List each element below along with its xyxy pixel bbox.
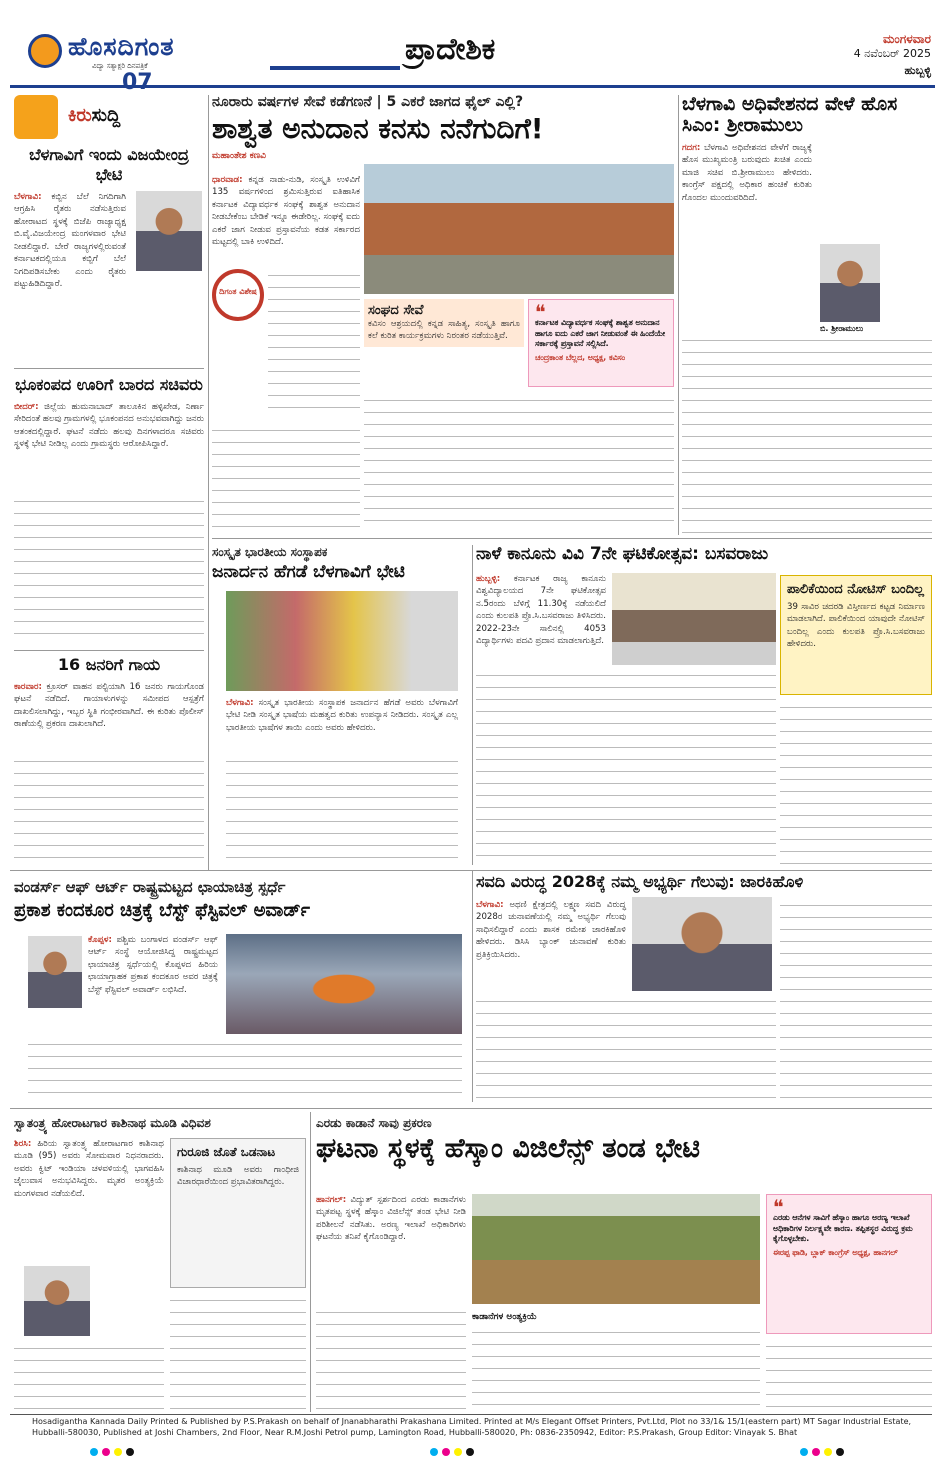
- quote-icon: ❝: [773, 1195, 784, 1219]
- basavaraju-place: ಹುಬ್ಬಳ್ಳಿ:: [476, 574, 501, 584]
- text-filler: [316, 1306, 466, 1412]
- text-filler: [212, 424, 360, 534]
- sriramulu-caption: ಬಿ. ಶ್ರೀರಾಮುಲು: [820, 324, 864, 333]
- freedom-place: ಶಿರಸಿ:: [14, 1139, 32, 1149]
- sidebar-story-2: [14, 375, 204, 645]
- kiru-suddi-label: [68, 105, 120, 126]
- registration-marks-center: [430, 1448, 474, 1456]
- magenta-mark-icon: [812, 1448, 820, 1456]
- yellow-mark-icon: [454, 1448, 462, 1456]
- lead-kicker: ನೂರಾರು ವರ್ಷಗಳ ಸೇವೆ ಕಡೆಗಣನೆ | 5 ಎಕರೆ ಜಾಗದ ಫೈಲ್ ಎಲ್ಲಿ?: [212, 94, 524, 110]
- sidebar-story-2-body: [14, 401, 204, 451]
- kashinath-moodi-photo: [24, 1266, 90, 1336]
- divider: [10, 1108, 932, 1109]
- text-filler: [472, 1326, 760, 1412]
- kiru-label-b: ಸುದ್ದಿ: [91, 105, 121, 126]
- ramulu-headline: ಬೆಳಗಾವಿ ಅಧಿವೇಶನದ ವೇಳೆ ಹೊಸ ಸಿಎಂ: ಶ್ರೀರಾಮುಲು: [682, 94, 898, 136]
- guruji-box-headline: ಗುರೂಜಿ ಜೊತೆ ಒಡನಾಟ: [177, 1145, 276, 1159]
- sub-box-headline: ಸಂಘದ ಸೇವೆ: [368, 303, 424, 318]
- arts-text: ಪಶ್ಚಿಮ ಬಂಗಾಳದ ವಂಡರ್ಸ್ ಆಫ್ ಆರ್ಟ್ ಸಂಸ್ಥೆ ಆಯೋಜಿಸಿದ್ದ ರಾಷ್ಟ್ರಮಟ್ಟದ ಛಾಯಾಚಿತ್ರ ಸ್ಪರ್ಧೆಯಲ್ಲಿ ಕೊಪ್ಪಳದ ಹಿರಿಯ ಛಾಯಾಗ್ರಾಹಕ ಪ್ರಕಾಶ ಕಂದಕೂರ ಅವರ ಚಿತ್ರಕ್ಕೆ ಬೆಸ್ಟ್ ಫೆಸ್ಟಿವಲ್ ಅವಾರ್ಡ್ ಲಭಿಸಿದೆ.: [88, 935, 219, 995]
- award-winning-festival-photo: [226, 934, 462, 1034]
- freedom-text: ಹಿರಿಯ ಸ್ವಾತಂತ್ರ್ಯ ಹೋರಾಟಗಾರ ಕಾಶಿನಾಥ ಮೂಡಿ (95) ಅವರು ಸೋಮವಾರ ನಿಧನರಾದರು. ಅವರು ಕ್ವಿಟ್ ಇಂಡಿಯಾ ಚಳವಳಿಯಲ್ಲಿ ಭಾಗವಹಿಸಿ ಜೈಲುವಾಸ ಅನುಭವಿಸಿದ್ದರು. ಮೃತರ ಅಂತ್ಯಕ್ರಿಯೆ ಮಂಗಳವಾರ ನಡೆಯಲಿದೆ.: [14, 1139, 164, 1199]
- text-filler: [170, 1294, 306, 1412]
- logo-text: ಹೊಸದಿಗಂತ: [68, 32, 175, 61]
- freedom-fighter-story: [14, 1116, 306, 1412]
- vigilance-text: ವಿದ್ಯುತ್ ಸ್ಪರ್ಶದಿಂದ ಎರಡು ಕಾಡಾನೆಗಳು ಮೃತಪಟ್ಟ ಸ್ಥಳಕ್ಕೆ ಹೆಸ್ಕಾಂ ವಿಜಿಲೆನ್ಸ್ ತಂಡ ಭೇಟಿ ನೀಡಿ ಪರಿಶೀಲನೆ ನಡೆಸಿತು. ಅರಣ್ಯ ಇಲಾಖೆ ಅಧಿಕಾರಿಗಳು ಘಟನೆಯ ತನಿಖೆ ಕೈಗೊಂಡಿದ್ದಾರೆ.: [316, 1195, 466, 1243]
- lead-headline: ಶಾಶ್ವತ ಅನುದಾನ ಕನಸು ನನೆಗುದಿಗೆ!: [212, 112, 544, 145]
- magenta-mark-icon: [102, 1448, 110, 1456]
- header-accent-bar: [270, 66, 400, 70]
- header-day: ಮಂಗಳವಾರ: [882, 32, 931, 46]
- footer-rule: [10, 1414, 932, 1415]
- text-filler: [476, 669, 776, 865]
- sidebar-story-1-headline: ಬೆಳಗಾವಿಗೆ ಇಂದು ವಿಜಯೇಂದ್ರ ಭೇಟಿ: [29, 145, 189, 184]
- text-filler: [780, 701, 932, 865]
- notice-headline: ಪಾಲಿಕೆಯಿಂದ ನೋಟಿಸ್ ಬಂದಿಲ್ಲ: [787, 582, 925, 597]
- freedom-body: [14, 1138, 164, 1200]
- basavaraju-headline: ನಾಳೆ ಕಾನೂನು ವಿವಿ 7ನೇ ಘಟಿಕೋತ್ಸವ: ಬಸವರಾಜು: [476, 545, 769, 564]
- janardhan-body: [226, 697, 458, 734]
- lead-quote-box: [528, 299, 674, 387]
- sidebar-story-1-place: ಬೆಳಗಾವಿ:: [14, 192, 42, 202]
- registration-marks-right: [800, 1448, 844, 1456]
- divider: [14, 650, 204, 651]
- jarkiholi-body: [476, 899, 626, 961]
- elephant-death-site-photo: [472, 1194, 760, 1304]
- vigilance-quote-by: ಈರಪ್ಪ ಫಾಡಿ, ಬ್ಲಾಕ್ ಕಾಂಗ್ರೆಸ್ ಅಧ್ಯಕ್ಷ, ಹಾನಗಲ್: [773, 1247, 898, 1257]
- text-filler: [682, 334, 932, 534]
- vigilance-story: [316, 1116, 932, 1412]
- basavaraju-text: ಕರ್ನಾಟಕ ರಾಜ್ಯ ಕಾನೂನು ವಿಶ್ವವಿದ್ಯಾಲಯದ 7ನೇ ಘಟಿಕೋತ್ಸವ ನ.5ರಂದು ಬೆಳಿಗ್ಗೆ 11.30ಕ್ಕೆ ನಡೆಯಲಿದೆ ಎಂದು ಕುಲಪತಿ ಪ್ರೊ.ಸಿ.ಬಸವರಾಜು ತಿಳಿಸಿದರು. 2022-23ನೇ ಸಾಲಿನಲ್ಲಿ 4053 ವಿದ್ಯಾರ್ಥಿಗಳು ಪದವಿ ಪ್ರದಾನ ಮಾಡಲಾಗುತ್ತಿದೆ.: [476, 574, 606, 647]
- logo-emblem-icon: [28, 34, 62, 68]
- prakash-kandakur-photo: [28, 936, 82, 1008]
- ramulu-text: ಬೆಳಗಾವಿ ಅಧಿವೇಶನದ ವೇಳೆಗೆ ರಾಜ್ಯಕ್ಕೆ ಹೊಸ ಮುಖ್ಯಮಂತ್ರಿ ಬರುವುದು ಖಚಿತ ಎಂದು ಮಾಜಿ ಸಚಿವ ಬಿ.ಶ್ರೀರಾಮುಲು ಹೇಳಿದರು. ಕಾಂಗ್ರೆಸ್ ಪಕ್ಷದಲ್ಲಿ ಅಧಿಕಾರ ಹಂಚಿಕೆ ಕುರಿತು ಗೊಂದಲ ಮುಂದುವರಿದಿದೆ.: [682, 142, 812, 203]
- divider: [10, 870, 932, 871]
- sidebar-story-2-place: ಬೀದರ್:: [14, 402, 39, 412]
- ramulu-body: [682, 142, 812, 204]
- imprint-line: Hosadigantha Kannada Daily Printed & Published by P.S.Prakash on behalf of Jnanabharathi Prakashana Limited. Printed at M/s Elegant Offset Printers, Pvt.Ltd, Plot no 33/1& 15/1(eastern part) MT Sagar Industrial Estate, Hubballi-580030, Published at Joshi Chambers, 2nd Floor, Near R.M.Joshi Petrol pump, Lamington Road, Hubballi-580020, Ph: 0836-2350942, Editor: P.S.Prakash, Group Editor: Vinayak S. Bhat: [32, 1417, 912, 1437]
- text-filler: [476, 995, 776, 1105]
- sub-box: [364, 299, 524, 347]
- text-filler: [14, 755, 204, 865]
- magenta-mark-icon: [442, 1448, 450, 1456]
- page-number: 07: [122, 70, 153, 95]
- divider: [14, 368, 204, 369]
- logo-tagline: ವಿದ್ಯಾ ಸತ್ಯಾಕ್ಷರಿ ದಿನಪತ್ರಿಕೆ: [92, 62, 148, 70]
- sidebar-story-3-headline: 16 ಜನರಿಗೆ ಗಾಯ: [57, 655, 161, 674]
- jarkiholi-story: [476, 873, 932, 1105]
- basavaraju-story: [476, 545, 932, 865]
- vigilance-quote-text: ಎರಡು ಆನೆಗಳ ಸಾವಿಗೆ ಹೆಸ್ಕಾಂ ಹಾಗೂ ಅರಣ್ಯ ಇಲಾಖೆ ಅಧಿಕಾರಿಗಳ ನಿರ್ಲಕ್ಷ್ಯವೇ ಕಾರಣ. ತಪ್ಪಿತಸ್ಥರ ವಿರುದ್ಧ ಕ್ರಮ ಕೈಗೊಳ್ಳಬೇಕು.: [773, 1213, 913, 1244]
- sidebar-story-2-headline: ಭೂಕಂಪದ ಊರಿಗೆ ಬಾರದ ಸಚಿವರು: [15, 375, 203, 394]
- sidebar-story-3: [14, 655, 204, 870]
- lead-quote-by: ಚಂದ್ರಕಾಂತ ಬೆಲ್ಲದ, ಅಧ್ಯಕ್ಷ, ಕವಿಸಂ: [535, 352, 626, 362]
- text-filler: [14, 495, 204, 645]
- text-filler: [780, 899, 932, 1105]
- vigilance-headline: ಘಟನಾ ಸ್ಥಳಕ್ಕೆ ಹೆಸ್ಕಾಂ ವಿಜಿಲೆನ್ಸ್ ತಂಡ ಭೇಟಿ: [316, 1133, 701, 1164]
- text-filler: [14, 1342, 164, 1412]
- text-filler: [268, 269, 360, 419]
- registration-marks-left: [90, 1448, 134, 1456]
- vigilance-kicker: ಎರಡು ಕಾಡಾನೆ ಸಾವು ಪ್ರಕರಣ: [316, 1116, 432, 1130]
- kiru-label-a: ಕಿರು: [68, 105, 92, 126]
- vigilance-body: [316, 1194, 466, 1244]
- basavaraju-press-photo: [612, 573, 776, 665]
- jarkiholi-headline: ಸವದಿ ವಿರುದ್ಧ 2028ಕ್ಕೆ ನಮ್ಮ ಅಭ್ಯರ್ಥಿ ಗೆಲುವು: ಜಾರಕಿಹೊಳಿ: [476, 873, 804, 891]
- lead-body: [212, 174, 360, 249]
- text-filler: [226, 755, 458, 865]
- sidebar-story-3-text: ಕ್ರೂಸರ್ ವಾಹನ ಪಲ್ಟಿಯಾಗಿ 16 ಜನರು ಗಾಯಗೊಂಡ ಘಟನೆ ನಡೆದಿದೆ. ಗಾಯಾಳುಗಳನ್ನು ಸಮೀಪದ ಆಸ್ಪತ್ರೆಗೆ ದಾಖಲಿಸಲಾಗಿದ್ದು, ಇಬ್ಬರ ಸ್ಥಿತಿ ಗಂಭೀರವಾಗಿದೆ. ಈ ಕುರಿತು ಪೊಲೀಸ್ ಠಾಣೆಯಲ್ಲಿ ಪ್ರಕರಣ ದಾಖಲಾಗಿದೆ.: [14, 682, 204, 730]
- sidebar-story-3-place: ಕಾರವಾರ:: [14, 682, 42, 692]
- janardhan-headline: ಜನಾರ್ದನ ಹೆಗಡೆ ಬೆಳಗಾವಿಗೆ ಭೇಟಿ: [212, 562, 405, 582]
- janardhan-kicker: ಸಂಸ್ಕೃತ ಭಾರತೀಯ ಸಂಸ್ಥಾಪಕ: [212, 545, 328, 559]
- column-rule: [208, 95, 209, 870]
- guruji-box: [170, 1138, 306, 1288]
- sidebar-story-2-text: ಜಿಲ್ಲೆಯ ಹುಮನಾಬಾದ್ ತಾಲೂಕಿನ ಹಳ್ಳಿಖೇಡ, ನಿರ್ಣಾ ಸೇರಿದಂತೆ ಹಲವು ಗ್ರಾಮಗಳಲ್ಲಿ ಭೂಕಂಪನದ ಅನುಭವವಾಗಿದ್ದು ಜನರು ಆತಂಕದಲ್ಲಿದ್ದಾರೆ. ಘಟನೆ ನಡೆದು ಹಲವು ದಿನಗಳಾದರೂ ಸಚಿವರು ಸ್ಥಳಕ್ಕೆ ಭೇಟಿ ನೀಡಿಲ್ಲ ಎಂದು ಗ್ರಾಮಸ್ಥರು ಆರೋಪಿಸಿದ್ದಾರೆ.: [14, 402, 204, 450]
- text-filler: [766, 1340, 932, 1412]
- black-mark-icon: [836, 1448, 844, 1456]
- masthead: [10, 26, 935, 95]
- sidebar-story-3-body: [14, 681, 204, 731]
- header-date-text: 4 ನವೆಂಬರ್ 2025: [853, 47, 931, 60]
- column-rule: [310, 1112, 311, 1412]
- vijayendra-photo: [136, 191, 202, 271]
- lead-byline: ಮಹಾಂತೇಶ ಕಣವಿ: [212, 150, 266, 161]
- janardhan-text: ಸಂಸ್ಕೃತ ಭಾರತೀಯ ಸಂಸ್ಥಾಪಕ ಜನಾರ್ದನ ಹೆಗಡೆ ಅವರು ಬೆಳಗಾವಿಗೆ ಭೇಟಿ ನೀಡಿ ಸಂಸ್ಕೃತ ಭಾಷೆಯ ಮಹತ್ವದ ಕುರಿತು ಉಪನ್ಯಾಸ ನೀಡಿದರು. ಸಂಸ್ಕೃತ ಎಲ್ಲ ಭಾರತೀಯ ಭಾಷೆಗಳ ತಾಯಿ ಎಂದು ಅವರು ಹೇಳಿದರು.: [226, 698, 458, 733]
- janardhan-place: ಬೆಳಗಾವಿ:: [226, 698, 254, 708]
- divider: [212, 538, 932, 539]
- black-mark-icon: [466, 1448, 474, 1456]
- digantha-special-badge: ದಿಗಂತ ವಿಶೇಷ: [212, 269, 264, 321]
- jarkiholi-place: ಬೆಳಗಾವಿ:: [476, 900, 504, 910]
- vigilance-quote-box: [766, 1194, 932, 1334]
- yellow-mark-icon: [824, 1448, 832, 1456]
- text-filler: [364, 394, 674, 529]
- black-mark-icon: [126, 1448, 134, 1456]
- sidebar-story-1: [14, 145, 204, 365]
- vigilance-place: ಹಾನಗಲ್:: [316, 1195, 347, 1205]
- arts-body: [88, 934, 218, 996]
- lead-place: ಧಾರವಾಡ:: [212, 175, 243, 185]
- guruji-box-text: ಕಾಶಿನಾಥ ಮೂಡಿ ಅವರು ಗಾಂಧೀಜಿ ವಿಚಾರಧಾರೆಯಿಂದ ಪ್ರಭಾವಿತರಾಗಿದ್ದರು.: [177, 1165, 299, 1188]
- cyan-mark-icon: [800, 1448, 808, 1456]
- header-city: ಹುಬ್ಬಳ್ಳಿ: [904, 64, 931, 77]
- yellow-mark-icon: [114, 1448, 122, 1456]
- arts-kicker: ವಂಡರ್ಸ್ ಆಫ್ ಆರ್ಟ್ ರಾಷ್ಟ್ರಮಟ್ಟದ ಛಾಯಾಚಿತ್ರ ಸ್ಪರ್ಧೆ: [14, 878, 286, 896]
- text-filler: [28, 1038, 462, 1102]
- ramulu-place: ಗದಗ:: [682, 142, 701, 153]
- sidebar-story-1-body: [14, 191, 126, 291]
- arts-place: ಕೊಪ್ಪಳ:: [88, 935, 112, 945]
- cyan-mark-icon: [430, 1448, 438, 1456]
- vigilance-subhead: ಕಾಡಾನೆಗಳ ಅಂತ್ಯಕ್ರಿಯೆ: [472, 1312, 537, 1322]
- lead-text: ಕನ್ನಡ ನಾಡು-ನುಡಿ, ಸಂಸ್ಕೃತಿ ಉಳಿವಿಗೆ 135 ವರ್ಷಗಳಿಂದ ಶ್ರಮಿಸುತ್ತಿರುವ ಐತಿಹಾಸಿಕ ಕರ್ನಾಟಕ ವಿದ್ಯಾವರ್ಧಕ ಸಂಘಕ್ಕೆ ಶಾಶ್ವತ ಅನುದಾನ ನೀಡಬೇಕೆಂಬ ಬೇಡಿಕೆ ಇನ್ನೂ ಈಡೇರಿಲ್ಲ. ಸಂಘಕ್ಕೆ ಐದು ಎಕರೆ ಜಾಗ ನೀಡುವ ಪ್ರಸ್ತಾವನೆಯ ಕಡತ ಸರ್ಕಾರದ ಮಟ್ಟದಲ್ಲಿ ಬಾಕಿ ಉಳಿದಿದೆ.: [212, 175, 361, 248]
- cyan-mark-icon: [90, 1448, 98, 1456]
- hand-icon: [14, 95, 58, 139]
- arts-headline: ಪ್ರಕಾಶ ಕಂದಕೂರ ಚಿತ್ರಕ್ಕೆ ಬೆಸ್ಟ್ ಫೆಸ್ಟಿವಲ್ ಅವಾರ್ಡ್: [14, 900, 310, 921]
- notice-text: 39 ಸಾವಿರ ಚದರಡಿ ವಿಸ್ತೀರ್ಣದ ಕಟ್ಟಡ ನಿರ್ಮಾಣ ಮಾಡಲಾಗಿದೆ. ಪಾಲಿಕೆಯಿಂದ ಯಾವುದೇ ನೋಟಿಸ್ ಬಂದಿಲ್ಲ ಎಂದು ಕುಲಪತಿ ಪ್ರೊ.ಸಿ.ಬಸವರಾಜು ಹೇಳಿದರು.: [787, 602, 925, 650]
- sub-box-text: ಕವಿಸಂ ಆಶ್ರಯದಲ್ಲಿ ಕನ್ನಡ ಸಾಹಿತ್ಯ, ಸಂಸ್ಕೃತಿ ಹಾಗೂ ಕಲೆ ಕುರಿತ ಕಾರ್ಯಕ್ರಮಗಳು ನಿರಂತರ ನಡೆಯುತ್ತಿವೆ.: [368, 319, 520, 342]
- header-date: [854, 32, 931, 78]
- kavisam-building-photo: [364, 164, 674, 294]
- sriramulu-photo: [820, 244, 880, 322]
- lead-quote-text: ಕರ್ನಾಟಕ ವಿದ್ಯಾವರ್ಧಕ ಸಂಘಕ್ಕೆ ಶಾಶ್ವತ ಅನುದಾನ ಹಾಗೂ ಐದು ಎಕರೆ ಜಾಗ ನೀಡುವಂತೆ ಈ ಹಿಂದೆಯೇ ಸರ್ಕಾರಕ್ಕೆ ಪ್ರಸ್ತಾವನೆ ಸಲ್ಲಿಸಿದೆ.: [535, 318, 666, 349]
- section-title: ಪ್ರಾದೇಶಿಕ: [405, 32, 496, 67]
- column-rule: [472, 545, 473, 865]
- jarkiholi-text: ಅಥಣಿ ಕ್ಷೇತ್ರದಲ್ಲಿ ಲಕ್ಷ್ಮಣ ಸವದಿ ವಿರುದ್ಧ 2028ರ ಚುನಾವಣೆಯಲ್ಲಿ ನಮ್ಮ ಅಭ್ಯರ್ಥಿ ಗೆಲುವು ಸಾಧಿಸಲಿದ್ದಾರೆ ಎಂದು ಶಾಸಕ ರಮೇಶ ಜಾರಕಿಹೊಳಿ ಹೇಳಿದರು. ಡಿಸಿಸಿ ಬ್ಯಾಂಕ್ ಚುನಾವಣೆ ಕುರಿತು ಪ್ರತಿಕ್ರಿಯಿಸಿದರು.: [476, 900, 626, 960]
- arts-story: [14, 878, 466, 1102]
- notice-box: [780, 575, 932, 695]
- sidebar-story-1-text: ಕಬ್ಬಿನ ಬೆಲೆ ನಿಗದಿಗಾಗಿ ಆಗ್ರಹಿಸಿ ರೈತರು ನಡೆಸುತ್ತಿರುವ ಹೋರಾಟದ ಸ್ಥಳಕ್ಕೆ ಬಿಜೆಪಿ ರಾಜ್ಯಾಧ್ಯಕ್ಷ ಬಿ.ವೈ.ವಿಜಯೇಂದ್ರ ಮಂಗಳವಾರ ಭೇಟಿ ನೀಡಲಿದ್ದಾರೆ. ಬೇರೆ ರಾಜ್ಯಗಳಲ್ಲಿರುವಂತೆ ಕರ್ನಾಟಕದಲ್ಲಿಯೂ ಕಬ್ಬಿಗೆ ಬೆಲೆ ನಿಗದಿಪಡಿಸಬೇಕು ಎಂದು ರೈತರು ಪಟ್ಟುಹಿಡಿದಿದ್ದಾರೆ.: [14, 192, 126, 290]
- lead-story: [212, 94, 674, 534]
- janardhan-story: [212, 545, 468, 865]
- jarkiholi-photo: [632, 897, 772, 991]
- freedom-kicker: ಸ್ವಾತಂತ್ರ್ಯ ಹೋರಾಟಗಾರ ಕಾಶಿನಾಥ ಮೂಡಿ ವಿಧಿವಶ: [14, 1116, 211, 1130]
- kiru-suddi-header: [14, 95, 204, 139]
- column-rule: [472, 870, 473, 1102]
- ramulu-story: [682, 94, 932, 534]
- basavaraju-body: [476, 573, 606, 648]
- column-rule: [678, 95, 679, 535]
- quote-icon: ❝: [535, 300, 546, 324]
- janardhan-photo: [226, 591, 458, 691]
